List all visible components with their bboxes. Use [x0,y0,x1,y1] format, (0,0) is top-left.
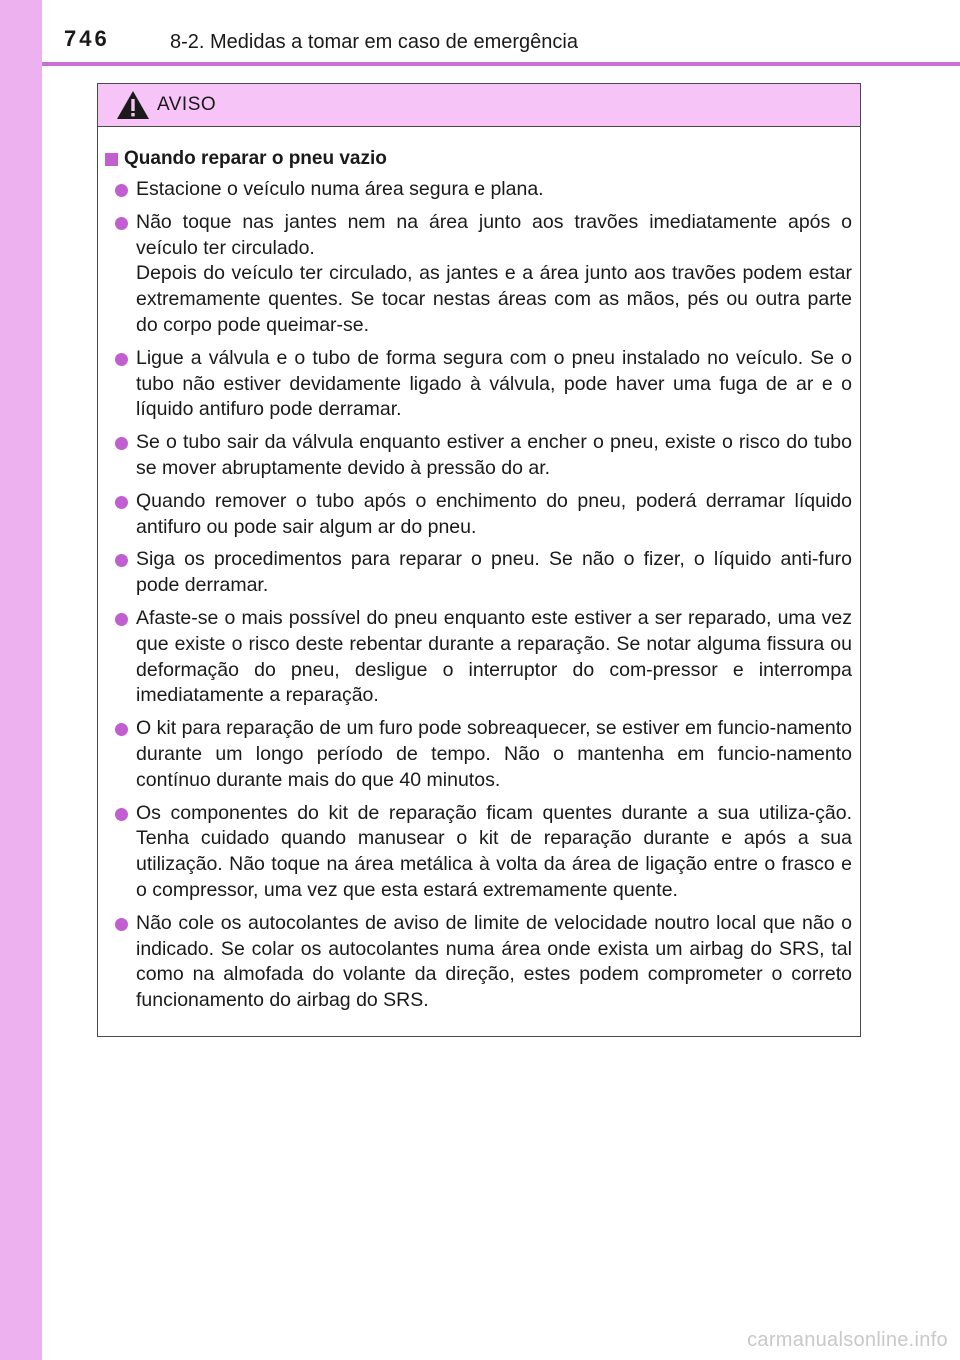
list-item [105,489,852,541]
subheading-text: Quando reparar o pneu vazio [124,148,387,169]
bullet-paragraph: Afaste-se o mais possível do pneu enquanto este estiver a ser reparado, uma vez que existe o risco deste rebentar durante a reparação. Se notar alguma fissura ou deformação do pneu, desligue o interruptor do com-pressor e interrompa imediatamente a reparação. [136,606,852,707]
circle-bullet-icon [115,808,128,821]
bullet-paragraph: Os componentes do kit de reparação ficam quentes durante a sua utiliza-ção. Tenha cuidado quando manusear o kit de reparação durante e após a sua utilização. Não toque na área metálica à volta da área de ligação entre o frasco e o compressor, uma vez que esta estará extremamente quente. [136,801,852,901]
circle-bullet-icon [115,918,128,931]
bullet-text [136,430,852,482]
list-item [105,716,852,793]
warning-subheading [105,145,852,173]
bullet-paragraph: Ligue a válvula e o tubo de forma segura com o pneu instalado no veículo. Se o tubo não estiver devidamente ligado à válvula, pode haver uma fuga de ar e o líquido antifuro pode derramar. [136,346,852,421]
bullet-paragraph: Se o tubo sair da válvula enquanto estiver a encher o pneu, existe o risco do tubo se mover abruptamente devido à pressão do ar. [136,431,852,479]
square-bullet-icon [105,153,118,166]
bullet-text [136,547,852,599]
side-band [0,0,42,1360]
list-item [105,801,852,904]
circle-bullet-icon [115,353,128,366]
bullet-paragraph: Quando remover o tubo após o enchimento do pneu, poderá derramar líquido antifuro ou pode sair algum ar do pneu. [136,489,852,538]
bullet-text [136,210,852,339]
bullet-text [136,606,852,709]
list-item [105,177,852,203]
bullet-text [136,716,852,793]
bullet-text [136,346,852,423]
warning-body [98,127,860,1014]
circle-bullet-icon [115,613,128,626]
warning-triangle-icon [116,90,150,120]
bullet-paragraph: Siga os procedimentos para reparar o pneu. Se não o fizer, o líquido anti-furo pode derramar. [136,548,852,597]
header-rule [42,62,960,66]
list-item [105,547,852,599]
bullet-text [136,911,852,1014]
circle-bullet-icon [115,723,128,736]
circle-bullet-icon [115,217,128,230]
list-item [105,210,852,339]
bullet-paragraph: Não toque nas jantes nem na área junto aos travões imediatamente após o veículo ter circulado. [136,210,852,259]
list-item [105,911,852,1014]
list-item [105,606,852,709]
list-item [105,346,852,423]
bullet-list [105,177,852,1014]
circle-bullet-icon [115,184,128,197]
watermark: carmanualsonline.info [747,1329,948,1351]
bullet-text [136,489,852,541]
warning-header [98,84,860,127]
bullet-paragraph: Não cole os autocolantes de aviso de limite de velocidade noutro local que não o indicado. Se colar os autocolantes numa área onde exista um airbag do SRS, tal como na almofada do volante da direção, estes podem comprometer o correto funcionamento do airbag do SRS. [136,911,852,1012]
bullet-paragraph: O kit para reparação de um furo pode sobreaquecer, se estiver em funcio-namento durante um longo período de tempo. Não o mantenha em funcio-namento contínuo durante mais do que 40 minutos. [136,717,852,791]
list-item [105,430,852,482]
bullet-text [136,801,852,904]
warning-box [97,83,861,1037]
bullet-paragraph: Depois do veículo ter circulado, as jantes e a área junto aos travões podem estar extremamente quentes. Se tocar nestas áreas com as mãos, pés ou outra parte do corpo pode queimar-se. [136,262,852,336]
section-title: 8-2. Medidas a tomar em caso de emergência [170,31,578,53]
circle-bullet-icon [115,496,128,509]
page-number: 746 [64,26,110,51]
warning-label: AVISO [157,94,217,115]
bullet-text [136,177,852,203]
bullet-paragraph: Estacione o veículo numa área segura e plana. [136,178,544,200]
circle-bullet-icon [115,554,128,567]
circle-bullet-icon [115,437,128,450]
